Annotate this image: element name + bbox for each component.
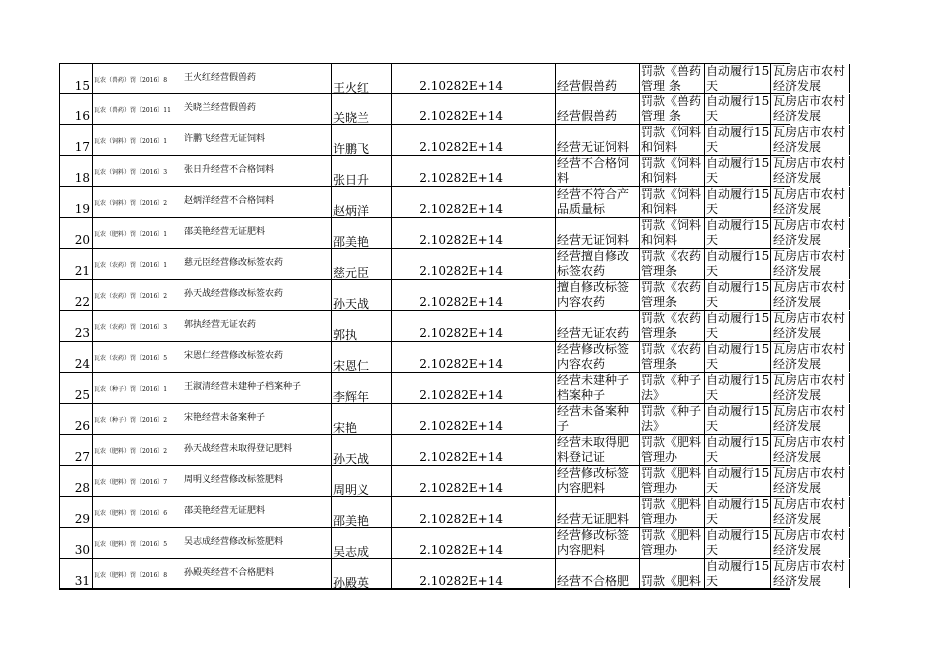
enforcement-agency: 瓦房店市农村经济发展 xyxy=(770,187,850,217)
document-number: 瓦农（兽药）罚〔2016〕8 xyxy=(92,64,183,93)
party-name: 孙天战 xyxy=(331,435,391,465)
penalty-table xyxy=(59,63,846,590)
id-number: 2.10282E+14 xyxy=(391,404,555,434)
case-name: 周明义经营修改标签肥料 xyxy=(184,475,284,485)
row-number: 17 xyxy=(59,125,92,155)
id-number: 2.10282E+14 xyxy=(391,342,555,372)
violation-fact: 经营假兽药 xyxy=(555,94,639,124)
violation-fact: 经营无证肥料 xyxy=(555,497,639,527)
performance-status: 自动履行15天 xyxy=(706,559,770,588)
performance-status: 自动履行15天 xyxy=(706,342,770,371)
party-name: 王火红 xyxy=(331,64,391,93)
document-number: 瓦农（肥料）罚〔2016〕5 xyxy=(92,528,183,558)
performance-status: 自动履行15天 xyxy=(706,311,770,340)
document-number: 瓦农（饲料）罚〔2016〕1 xyxy=(92,125,183,155)
case-name: 王火红经营假兽药 xyxy=(184,73,257,83)
id-number: 2.10282E+14 xyxy=(391,497,555,527)
id-number: 2.10282E+14 xyxy=(391,373,555,403)
table-row xyxy=(59,559,846,590)
violation-fact: 经营不合格肥 xyxy=(555,559,639,588)
enforcement-agency: 瓦房店市农村经济发展 xyxy=(770,559,850,588)
enforcement-agency: 瓦房店市农村经济发展 xyxy=(770,466,850,496)
party-name: 吴志成 xyxy=(331,528,391,558)
party-name: 许鹏飞 xyxy=(331,125,391,155)
table-row xyxy=(59,125,846,156)
document-number: 瓦农（农药）罚〔2016〕2 xyxy=(92,280,183,310)
row-number: 29 xyxy=(59,497,92,527)
enforcement-agency: 瓦房店市农村经济发展 xyxy=(770,528,850,558)
case-name: 郭执经营无证农药 xyxy=(184,320,257,330)
id-number: 2.10282E+14 xyxy=(391,94,555,124)
enforcement-agency: 瓦房店市农村经济发展 xyxy=(770,156,850,186)
performance-status: 自动履行15天 xyxy=(706,125,770,154)
performance-status: 自动履行15天 xyxy=(706,373,770,402)
id-number: 2.10282E+14 xyxy=(391,249,555,279)
party-name: 张日升 xyxy=(331,156,391,186)
performance-status: 自动履行15天 xyxy=(706,497,770,526)
document-number: 瓦农（种子）罚〔2016〕1 xyxy=(92,373,183,403)
penalty-basis: 罚款《种子法》 xyxy=(639,373,704,403)
party-name: 邵美艳 xyxy=(331,218,391,248)
row-number: 27 xyxy=(59,435,92,465)
table-row xyxy=(59,63,846,94)
violation-fact: 经营未建种子档案种子 xyxy=(555,373,639,403)
violation-fact: 经营未备案种子 xyxy=(555,404,639,434)
penalty-basis: 罚款《农药管理条 xyxy=(639,342,704,372)
document-number: 瓦农（农药）罚〔2016〕1 xyxy=(92,249,183,279)
document-number: 瓦农（肥料）罚〔2016〕6 xyxy=(92,497,183,527)
enforcement-agency: 瓦房店市农村经济发展 xyxy=(770,64,850,93)
table-row xyxy=(59,218,846,249)
id-number: 2.10282E+14 xyxy=(391,528,555,558)
performance-status: 自动履行15天 xyxy=(706,249,770,278)
performance-status: 自动履行15天 xyxy=(706,218,770,247)
penalty-basis: 罚款《种子法》 xyxy=(639,404,704,434)
enforcement-agency: 瓦房店市农村经济发展 xyxy=(770,218,850,248)
enforcement-agency: 瓦房店市农村经济发展 xyxy=(770,249,850,279)
document-number: 瓦农（肥料）罚〔2016〕1 xyxy=(92,218,183,248)
party-name: 赵炳洋 xyxy=(331,187,391,217)
document-number: 瓦农（肥料）罚〔2016〕8 xyxy=(92,559,183,588)
party-name: 郭执 xyxy=(331,311,391,341)
row-number: 31 xyxy=(59,559,92,588)
enforcement-agency: 瓦房店市农村经济发展 xyxy=(770,280,850,310)
penalty-basis: 罚款《肥料 xyxy=(639,559,704,588)
party-name: 孙天战 xyxy=(331,280,391,310)
table-row xyxy=(59,311,846,342)
row-number: 18 xyxy=(59,156,92,186)
row-number: 19 xyxy=(59,187,92,217)
document-number: 瓦农（肥料）罚〔2016〕7 xyxy=(92,466,183,496)
case-name: 慈元臣经营修改标签农药 xyxy=(184,258,284,268)
penalty-basis: 罚款《饲料和饲料 xyxy=(639,156,704,186)
id-number: 2.10282E+14 xyxy=(391,64,555,93)
violation-fact: 经营假兽药 xyxy=(555,64,639,93)
penalty-basis: 罚款《饲料和饲料 xyxy=(639,125,704,155)
case-name: 关晓兰经营假兽药 xyxy=(184,103,257,113)
case-name: 孙殿英经营不合格肥料 xyxy=(184,568,275,578)
party-name: 关晓兰 xyxy=(331,94,391,124)
document-number: 瓦农（兽药）罚〔2016〕11 xyxy=(92,94,183,124)
case-name: 赵炳洋经营不合格饲料 xyxy=(184,196,275,206)
table-row xyxy=(59,466,846,497)
table-row xyxy=(59,187,846,218)
performance-status: 自动履行15天 xyxy=(706,94,770,123)
penalty-basis: 罚款《肥料管理办 xyxy=(639,466,704,496)
penalty-basis: 罚款《兽药管理 条 xyxy=(639,94,704,124)
table-row xyxy=(59,342,846,373)
penalty-basis: 罚款《饲料和饲料 xyxy=(639,187,704,217)
performance-status: 自动履行15天 xyxy=(706,64,770,93)
case-name: 宋恩仁经营修改标签农药 xyxy=(184,351,284,361)
penalty-basis: 罚款《肥料管理办 xyxy=(639,435,704,465)
table-row xyxy=(59,435,846,466)
row-number: 15 xyxy=(59,64,92,93)
id-number: 2.10282E+14 xyxy=(391,435,555,465)
party-name: 周明义 xyxy=(331,466,391,496)
table-row xyxy=(59,156,846,187)
row-number: 24 xyxy=(59,342,92,372)
violation-fact: 经营不合格饲料 xyxy=(555,156,639,186)
case-name: 张日升经营不合格饲料 xyxy=(184,165,275,175)
case-name: 孙天战经营修改标签农药 xyxy=(184,289,284,299)
violation-fact: 经营修改标签内容肥料 xyxy=(555,466,639,496)
id-number: 2.10282E+14 xyxy=(391,280,555,310)
enforcement-agency: 瓦房店市农村经济发展 xyxy=(770,311,850,341)
row-number: 22 xyxy=(59,280,92,310)
case-name: 吴志成经营修改标签肥料 xyxy=(184,537,284,547)
violation-fact: 经营无证农药 xyxy=(555,311,639,341)
performance-status: 自动履行15天 xyxy=(706,280,770,309)
penalty-basis: 罚款《农药管理条 xyxy=(639,311,704,341)
row-number: 28 xyxy=(59,466,92,496)
table-row xyxy=(59,404,846,435)
party-name: 宋恩仁 xyxy=(331,342,391,372)
table-row xyxy=(59,249,846,280)
penalty-basis: 罚款《饲料和饲料 xyxy=(639,218,704,248)
violation-fact: 经营擅自修改标签农药 xyxy=(555,249,639,279)
document-number: 瓦农（肥料）罚〔2016〕2 xyxy=(92,435,183,465)
party-name: 慈元臣 xyxy=(331,249,391,279)
party-name: 邵美艳 xyxy=(331,497,391,527)
party-name: 孙殿英 xyxy=(331,559,391,588)
case-name: 王淑清经营未建种子档案种子 xyxy=(184,382,302,392)
violation-fact: 经营修改标签内容肥料 xyxy=(555,528,639,558)
table-row xyxy=(59,94,846,125)
violation-fact: 经营未取得肥料登记证 xyxy=(555,435,639,465)
document-number: 瓦农（饲料）罚〔2016〕3 xyxy=(92,156,183,186)
penalty-basis: 罚款《农药管理条 xyxy=(639,280,704,310)
table-row xyxy=(59,528,846,559)
row-number: 25 xyxy=(59,373,92,403)
performance-status: 自动履行15天 xyxy=(706,466,770,495)
violation-fact: 经营无证饲料 xyxy=(555,218,639,248)
enforcement-agency: 瓦房店市农村经济发展 xyxy=(770,125,850,155)
document-number: 瓦农（农药）罚〔2016〕5 xyxy=(92,342,183,372)
case-name: 邵美艳经营无证肥料 xyxy=(184,227,266,237)
penalty-basis: 罚款《兽药管理 条 xyxy=(639,64,704,93)
table-row xyxy=(59,497,846,528)
penalty-basis: 罚款《肥料管理办 xyxy=(639,497,704,527)
row-number: 16 xyxy=(59,94,92,124)
id-number: 2.10282E+14 xyxy=(391,559,555,588)
performance-status: 自动履行15天 xyxy=(706,528,770,557)
document-number: 瓦农（农药）罚〔2016〕3 xyxy=(92,311,183,341)
case-name: 许鹏飞经营无证饲料 xyxy=(184,134,266,144)
penalty-basis: 罚款《农药管理条 xyxy=(639,249,704,279)
id-number: 2.10282E+14 xyxy=(391,466,555,496)
performance-status: 自动履行15天 xyxy=(706,156,770,185)
party-name: 李辉年 xyxy=(331,373,391,403)
enforcement-agency: 瓦房店市农村经济发展 xyxy=(770,342,850,372)
case-name: 邵美艳经营无证肥料 xyxy=(184,506,266,516)
performance-status: 自动履行15天 xyxy=(706,404,770,433)
enforcement-agency: 瓦房店市农村经济发展 xyxy=(770,497,850,527)
performance-status: 自动履行15天 xyxy=(706,187,770,216)
table-row xyxy=(59,280,846,311)
violation-fact: 经营修改标签内容农药 xyxy=(555,342,639,372)
row-number: 30 xyxy=(59,528,92,558)
id-number: 2.10282E+14 xyxy=(391,156,555,186)
party-name: 宋艳 xyxy=(331,404,391,434)
document-number: 瓦农（饲料）罚〔2016〕2 xyxy=(92,187,183,217)
enforcement-agency: 瓦房店市农村经济发展 xyxy=(770,94,850,124)
enforcement-agency: 瓦房店市农村经济发展 xyxy=(770,435,850,465)
violation-fact: 经营无证饲料 xyxy=(555,125,639,155)
id-number: 2.10282E+14 xyxy=(391,187,555,217)
violation-fact: 擅自修改标签内容农药 xyxy=(555,280,639,310)
case-name: 宋艳经营未备案种子 xyxy=(184,413,266,423)
table-row xyxy=(59,373,846,404)
case-name: 孙天战经营未取得登记肥料 xyxy=(184,444,293,454)
row-number: 23 xyxy=(59,311,92,341)
id-number: 2.10282E+14 xyxy=(391,218,555,248)
enforcement-agency: 瓦房店市农村经济发展 xyxy=(770,404,850,434)
violation-fact: 经营不符合产品质量标 xyxy=(555,187,639,217)
enforcement-agency: 瓦房店市农村经济发展 xyxy=(770,373,850,403)
id-number: 2.10282E+14 xyxy=(391,125,555,155)
row-number: 21 xyxy=(59,249,92,279)
row-number: 26 xyxy=(59,404,92,434)
document-number: 瓦农（种子）罚〔2016〕2 xyxy=(92,404,183,434)
id-number: 2.10282E+14 xyxy=(391,311,555,341)
penalty-basis: 罚款《肥料管理办 xyxy=(639,528,704,558)
row-number: 20 xyxy=(59,218,92,248)
performance-status: 自动履行15天 xyxy=(706,435,770,464)
